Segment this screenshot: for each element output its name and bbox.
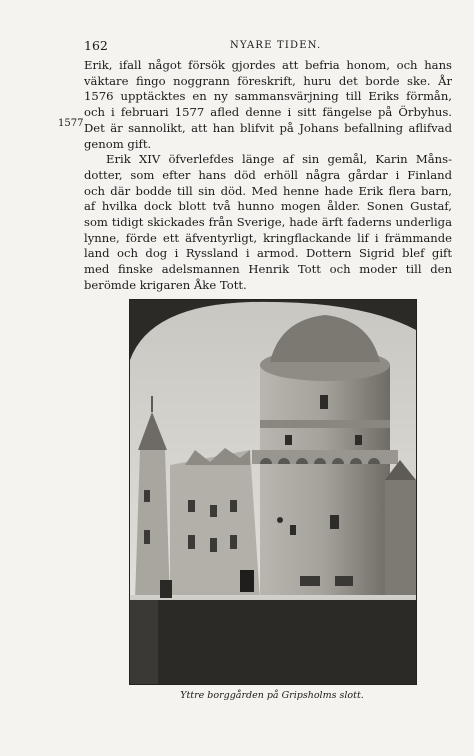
paragraph-1: [84, 58, 452, 152]
text-line: lynne, förde ett äfventyrligt, kringflackande lif i främmande: [84, 230, 452, 245]
text-line: land och dog i Ryssland i armod. Dottern Sigrid blef gift: [84, 246, 452, 261]
castle-illustration: [130, 300, 416, 684]
text-line: dotter, som efter hans död erhöll några gårdar i Finland: [84, 167, 452, 182]
text-line: som tidigt skickades från Sverige, hade ärft faderns underliga: [84, 215, 452, 230]
paragraph-2: [84, 152, 452, 293]
text-line: Det är sannolikt, att han blifvit på Johans befallning aflifvad: [84, 120, 452, 135]
page-number: 162: [84, 38, 108, 53]
castle-photograph: [129, 299, 417, 685]
text-line: Erik XIV öfverlefdes länge af sin gemål, Karin Måns-: [106, 152, 452, 167]
margin-year-note: 1577: [58, 118, 84, 129]
text-line: väktare fingo noggrann föreskrift, huru det borde ske. År: [84, 73, 452, 88]
running-head: NYARE TIDEN.: [230, 40, 322, 51]
text-line: och i februari 1577 afled denne i sitt fängelse på Örbyhus.: [84, 105, 452, 120]
text-line: berömde krigaren Åke Tott.: [84, 277, 247, 292]
text-line: af hvilka dock blott två hunno mogen ålder. Sonen Gustaf,: [84, 199, 452, 214]
text-line: Erik, ifall något försök gjordes att befria honom, och hans: [84, 58, 452, 72]
figure-caption: Yttre borggården på Gripsholms slott.: [180, 690, 364, 701]
text-line: genom gift.: [84, 136, 152, 151]
text-line: med finske adelsmannen Henrik Tott och moder till den: [84, 262, 452, 277]
text-line: 1576 upptäcktes en ny sammansvärjning till Eriks förmån,: [84, 89, 452, 104]
text-line: och där bodde till sin död. Med henne hade Erik flera barn,: [84, 183, 452, 198]
body-text: [84, 58, 452, 294]
